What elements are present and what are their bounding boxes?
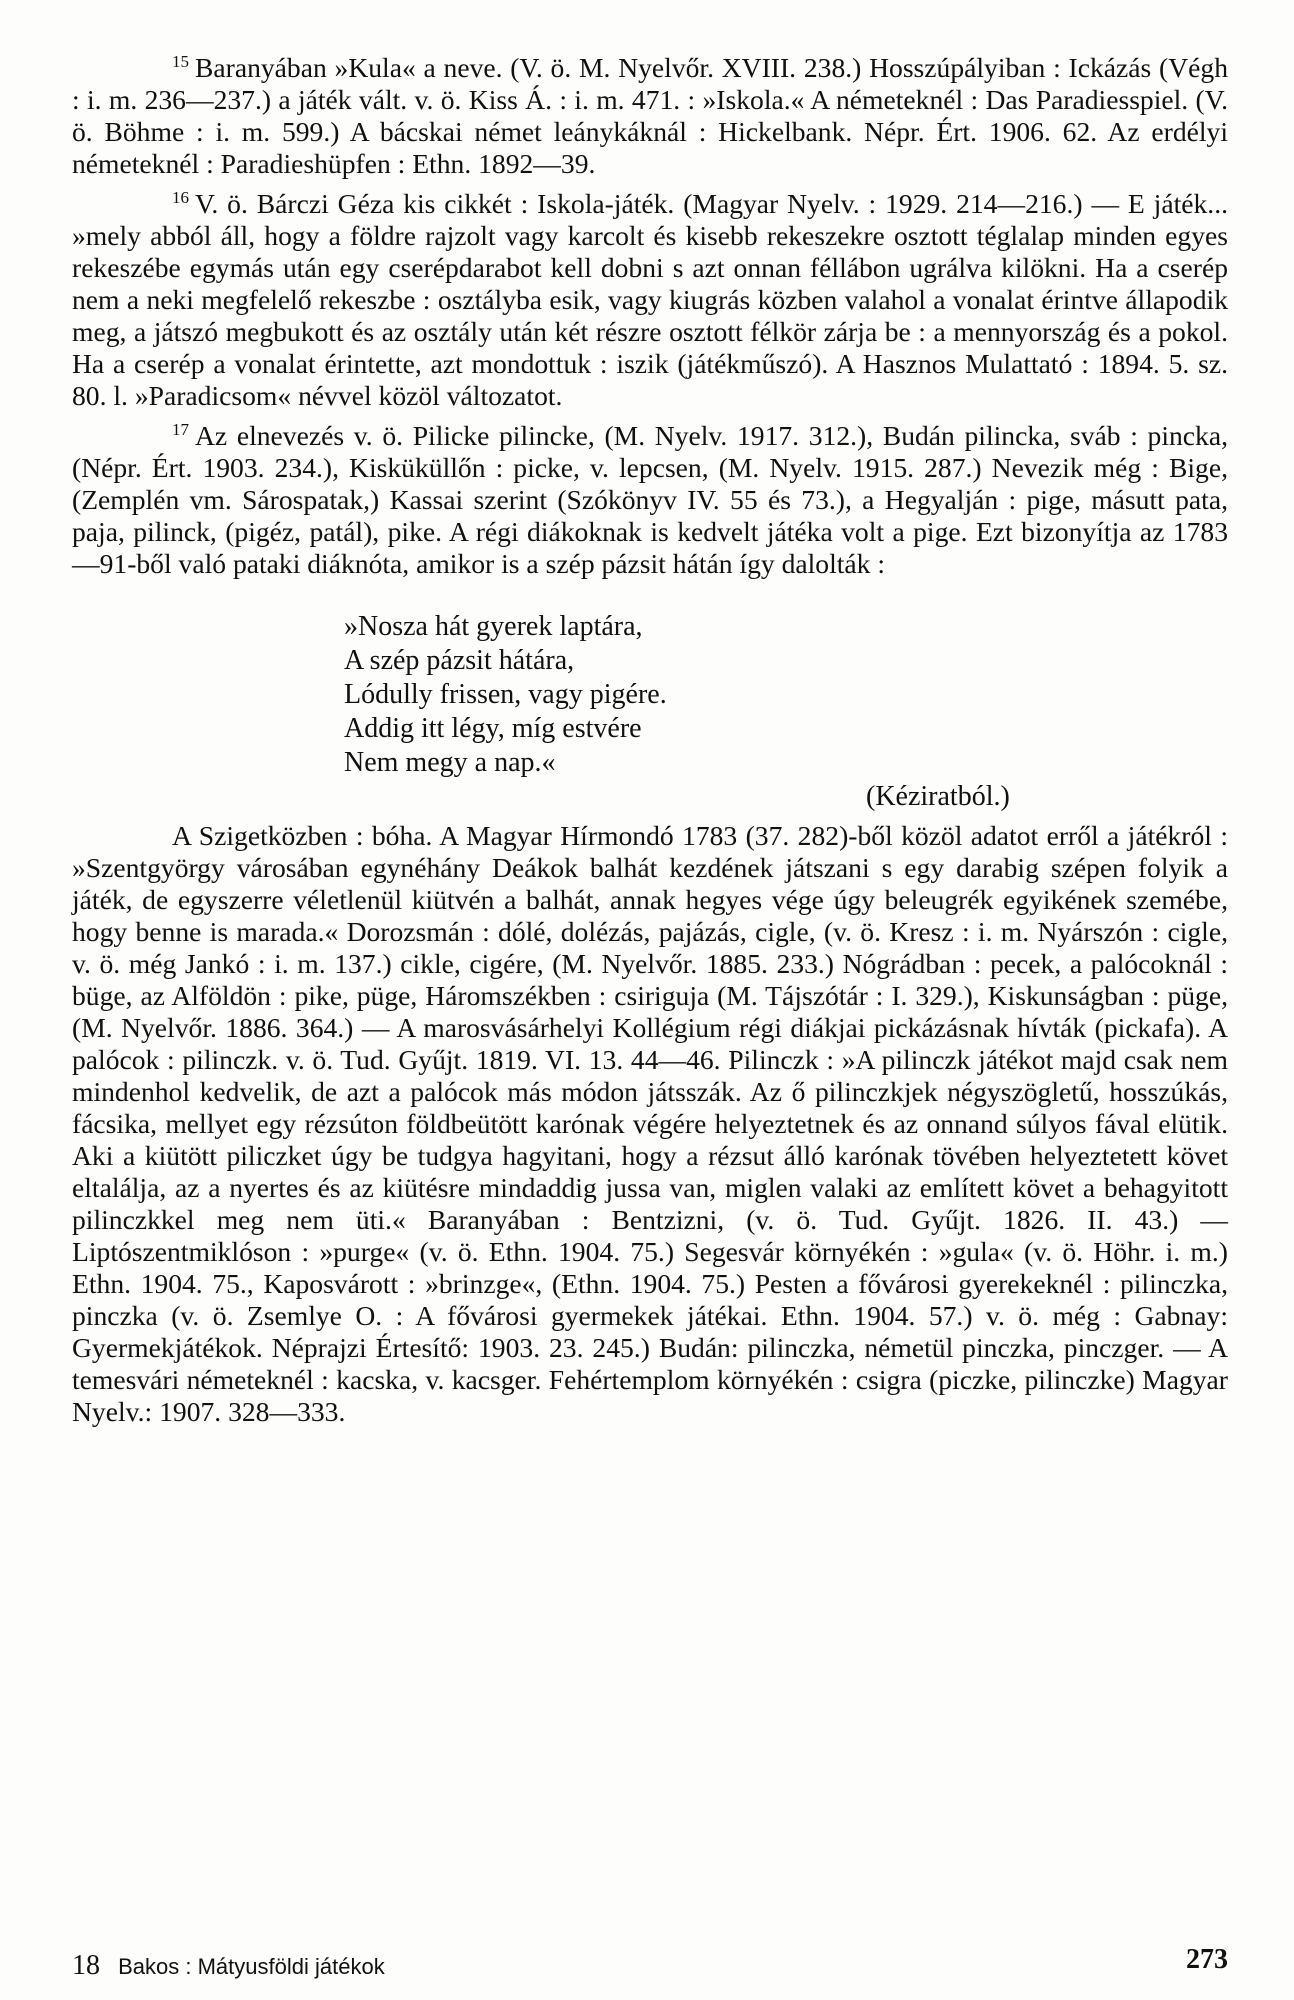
verse-line: Lódully frissen, vagy pigére. xyxy=(344,679,667,710)
footnote-text: Baranyában »Kula« a neve. (V. ö. M. Nyelvőr. XVIII. 238.) Hosszúpályiban : Ickázás (Végh : i. m. 236—237.) a játék vált. v. ö. Kiss Á. : i. m. 471. : »Iskola.« A németeknél : Das Paradiesspiel. (V. ö. Böhme : i. m. 599.) A bácskai német leánykáknál : Hickelbank. Népr. Ért. 1906. 62. Az erdélyi németeknél : Paradieshüpfen : Ethn. 1892—39. xyxy=(72,52,1228,179)
footnote-17 xyxy=(72,420,1228,580)
page-footer xyxy=(72,1944,1228,1982)
footnote-number: 15 xyxy=(172,52,189,71)
verse-block xyxy=(344,610,1228,812)
verse-line: »Nosza hát gyerek laptára, xyxy=(344,611,643,642)
footnote-text: Az elnevezés v. ö. Pilicke pilincke, (M. Nyelv. 1917. 312.), Budán pilincka, sváb : pincka, (Népr. Ért. 1903. 234.), Kisküküllőn : picke, v. lepcsen, (M. Nyelv. 1915. 287.) Nevezik még : Bige, (Zemplén vm. Sárospatak,) Kassai szerint (Szókönyv IV. 55 és 73.), a Hegyalján : pige, másutt pata, paja, pilinck, (pigéz, patál), pike. A régi diákoknak is kedvelt játéka volt a pige. Ezt bizonyítja az 1783—91-ből való pataki diáknóta, amikor is a szép pázsit hátán így dalolták : xyxy=(72,420,1228,579)
verse-line: Addig itt légy, míg estvére xyxy=(344,713,642,744)
footnote-15 xyxy=(72,52,1228,180)
running-title: Bakos : Mátyusföldi játékok xyxy=(118,1954,385,1979)
footnote-16 xyxy=(72,188,1228,412)
verse-line: Nem megy a nap.« xyxy=(344,747,556,778)
continuation-paragraph: A Szigetközben : bóha. A Magyar Hírmondó 1783 (37. 282)-ből közöl adatot erről a játékról : »Szentgyörgy városában egynéhány Deákok balhát kezdének játszani s egy darabig szépen folyik a játék, de egyszerre véletlenül kiütvén a balhát, annak hegyes vége úgy beleugrék egyikének szemébe, hogy benne is marada.« Dorozsmán : dólé, dolézás, pajázás, cigle, (v. ö. Kresz : i. m. Nyárszón : cigle, v. ö. még Jankó : i. m. 137.) cikle, cigére, (M. Nyelvőr. 1885. 233.) Nógrádban : pecek, a palócoknál : büge, az Alföldön : pike, püge, Háromszékben : csiriguja (M. Tájszótár : I. 329.), Kiskunságban : püge, (M. Nyelvőr. 1886. 364.) — A marosvásárhelyi Kollégium régi diákjai pickázásnak hívták (pickafa). A palócok : pilinczk. v. ö. Tud. Gyűjt. 1819. VI. 13. 44—46. Pilinczk : »A pilinczk játékot majd csak nem mindenhol kedvelik, de azt a palócok más módon játsszák. Az ő pilinczkjek négyszögletű, hosszúkás, fácsika, mellyet egy rézsúton földbeütött karónak végére helyeztetnek és az onnand súlyos fával elütik. Aki a kiütött piliczket úgy be tudgya hagyitani, hogy a rézsut álló karónak tövében helyeztetett követ eltalálja, az a nyertes és az kiütésre mindaddig jussa van, miglen valaki az említett követ a behagyitott pilinczkkel meg nem üti.« Baranyában : Bentzizni, (v. ö. Tud. Gyűjt. 1826. II. 43.) — Liptószentmiklóson : »purge« (v. ö. Ethn. 1904. 75.) Segesvár környékén : »gula« (v. ö. Höhr. i. m.) Ethn. 1904. 75., Kaposvárott : »brinzge«, (Ethn. 1904. 75.) Pesten a fővárosi gyerekeknél : pilinczka, pinczka (v. ö. Zsemlye O. : A fővárosi gyermekek játékai. Ethn. 1904. 57.) v. ö. még : Gabnay: Gyermekjátékok. Néprajzi Értesítő: 1903. 23. 245.) Budán: pilinczka, németül pinczka, pinczger. — A temesvári németeknél : kacska, v. kacsger. Fehértemplom környékén : csigra (piczke, pilinczke) Magyar Nyelv.: 1907. 328—333. xyxy=(72,820,1228,1427)
page-number: 273 xyxy=(1186,1944,1228,1975)
footnote-number: 16 xyxy=(172,188,189,207)
footnote-number: 17 xyxy=(172,420,189,439)
signature-mark: 18 xyxy=(72,1950,100,1981)
footnote-text: V. ö. Bárczi Géza kis cikkét : Iskola-játék. (Magyar Nyelv. : 1929. 214—216.) — E játék... »mely abból áll, hogy a földre rajzolt vagy karcolt és kisebb rekeszekre osztott téglalap minden egyes rekeszébe egymás után egy cserépdarabot kell dobni s azt onnan féllábon ugrálva kilökni. Ha a cserép nem a neki megfelelő rekeszbe : osztályba esik, vagy kiugrás közben valahol a vonalat érintve állapodik meg, a játszó megbukott és az osztály után két részre osztott félkör zárja be : a mennyország és a pokol. Ha a cserép a vonalat érintette, azt mondottuk : iszik (játékműszó). A Hasznos Mulattató : 1894. 5. sz. 80. l. »Paradicsom« névvel közöl változatot. xyxy=(72,188,1228,411)
text-column xyxy=(72,52,1228,1436)
verse-source: (Kéziratból.) xyxy=(866,781,1010,812)
verse-line: A szép pázsit hátára, xyxy=(344,645,575,676)
